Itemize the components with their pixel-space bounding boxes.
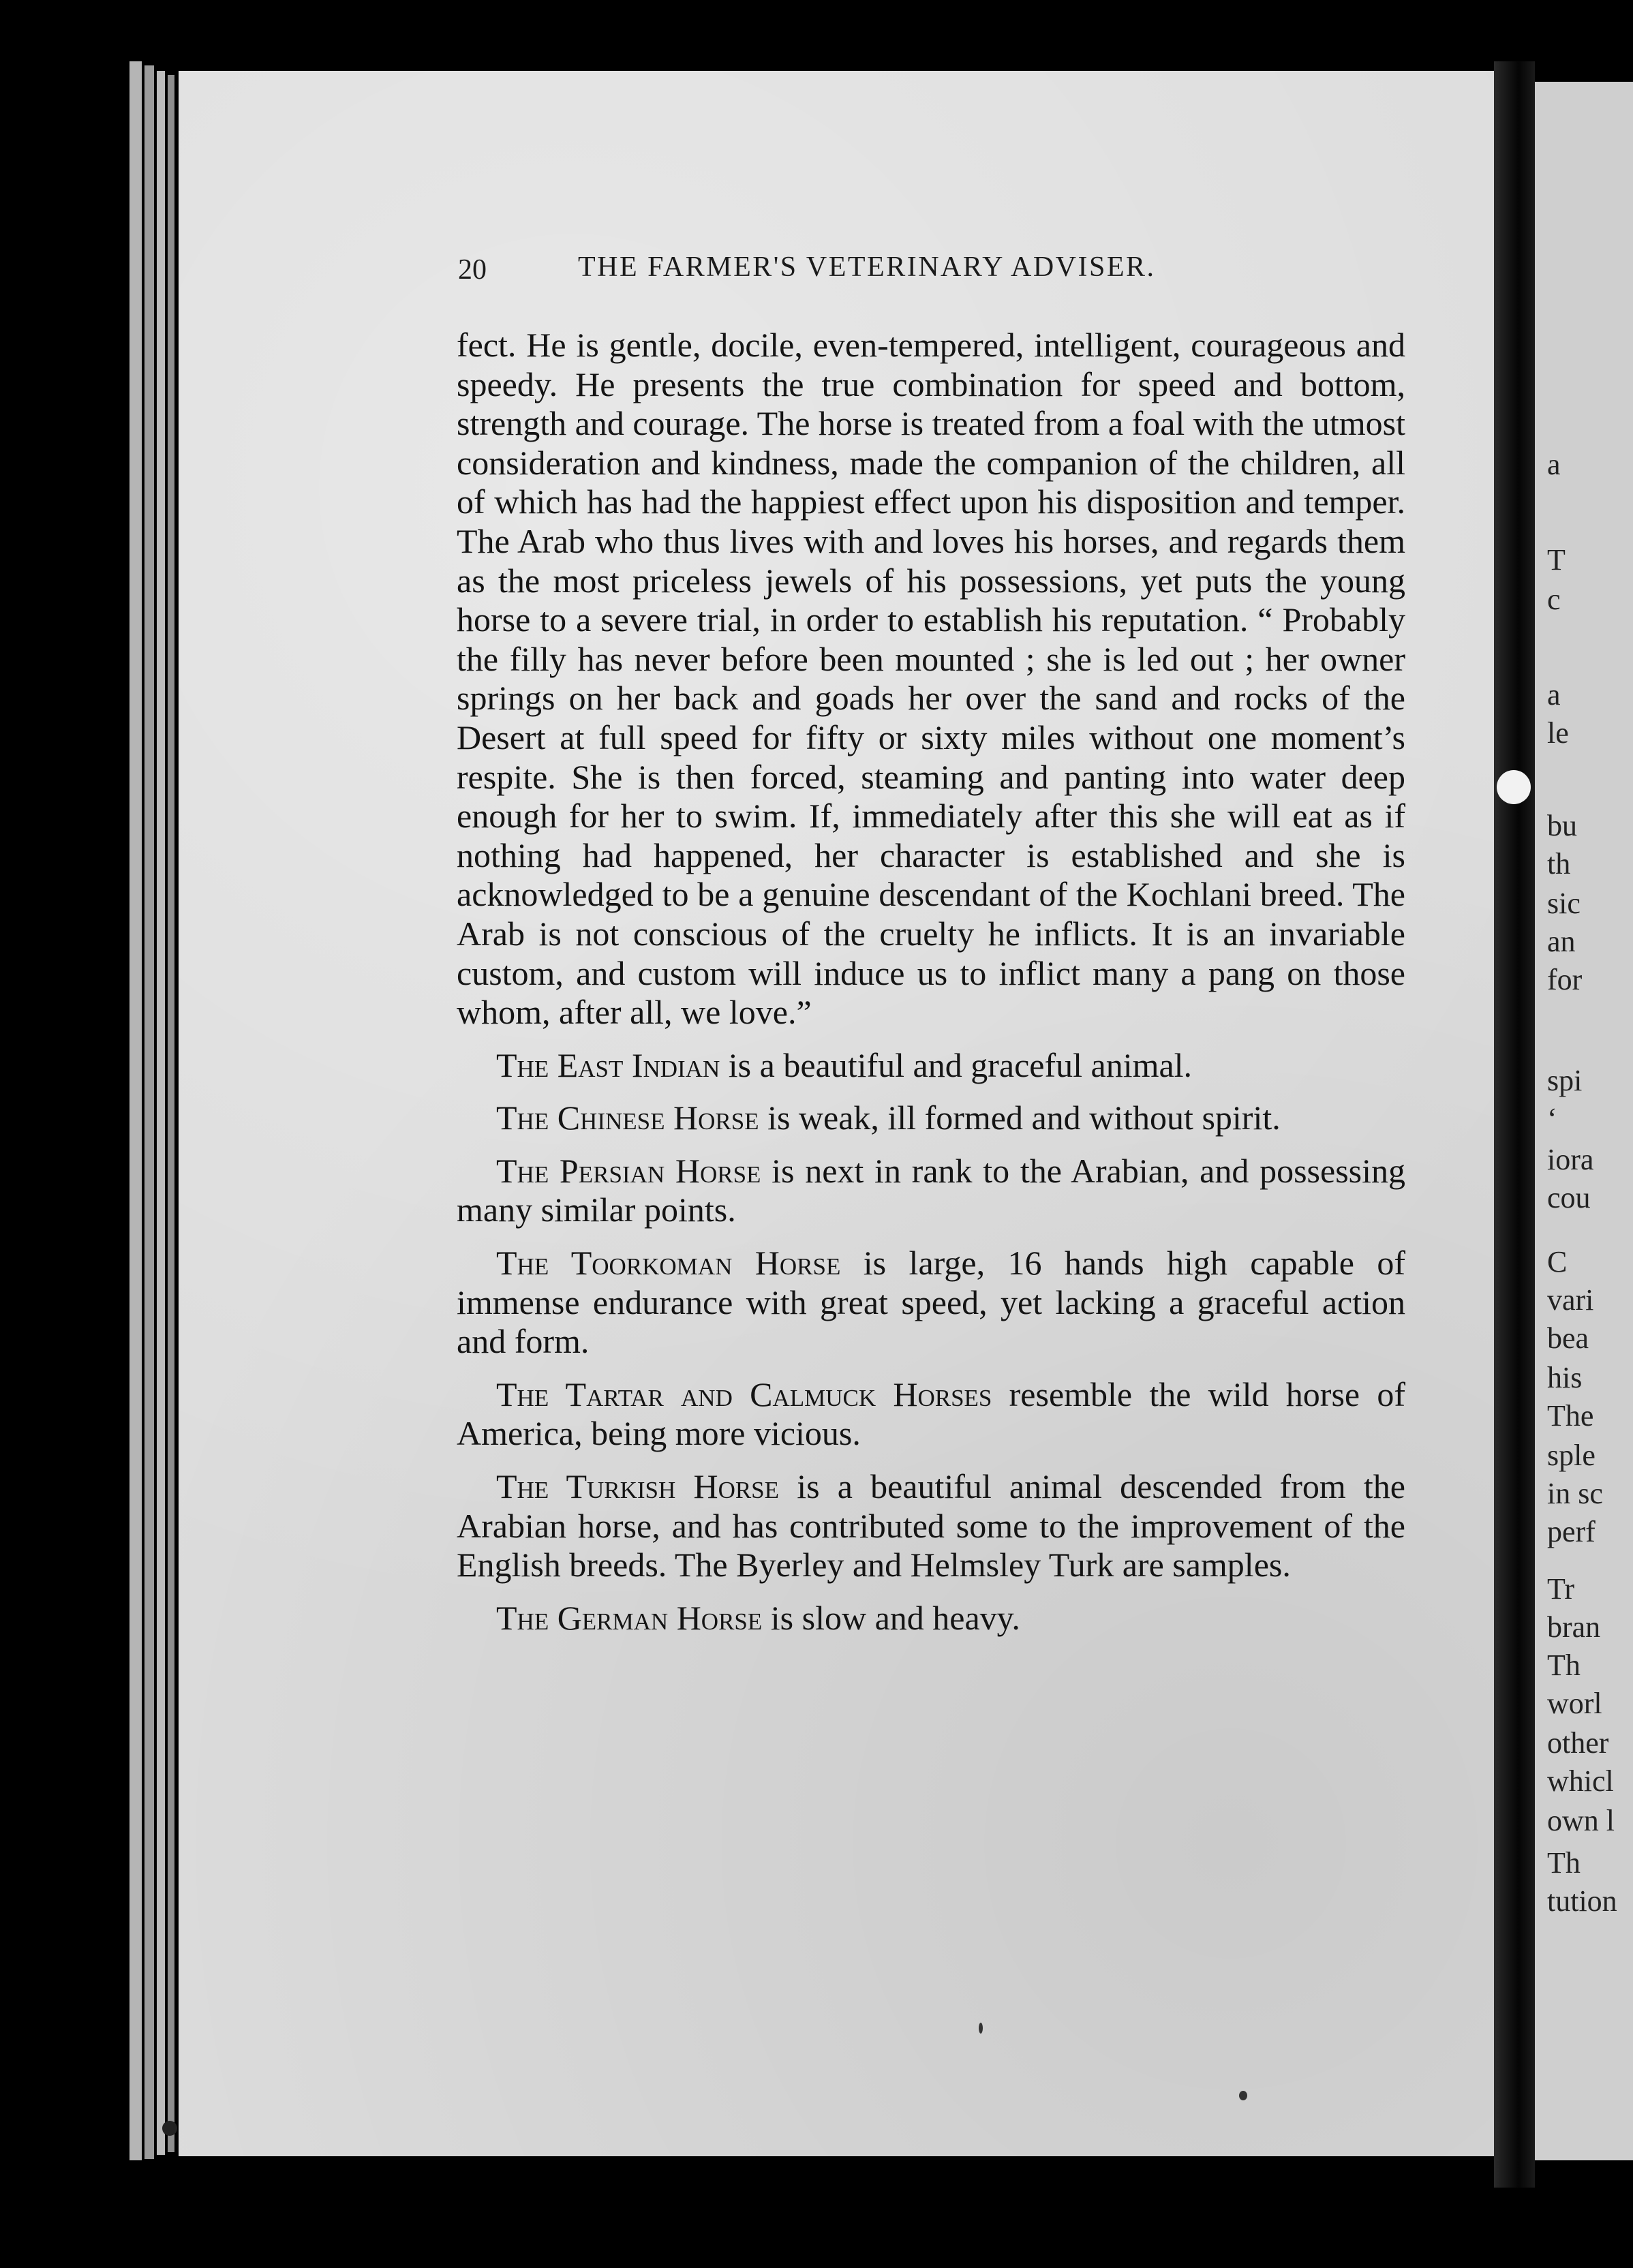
facing-fragment: Th [1547,1846,1581,1880]
scan-speck [1239,2091,1247,2100]
page-edge [157,71,165,2155]
facing-fragment: bran [1547,1610,1601,1644]
scan-speck [979,2023,983,2034]
breed-heading: The German Horse [496,1598,763,1637]
breed-entry [457,1467,1405,1585]
book-gutter [1494,61,1535,2188]
page-text [457,326,1405,1638]
scan-speck [162,2121,177,2136]
breed-entry [457,1152,1405,1230]
facing-fragment: vari [1547,1283,1594,1317]
facing-fragment: T [1547,543,1566,577]
breed-heading: The Chinese Horse [496,1099,759,1137]
facing-fragment: bea [1547,1321,1589,1355]
facing-fragment: C [1547,1245,1568,1278]
facing-fragment: Th [1547,1649,1581,1682]
breed-entry [457,1099,1405,1138]
breed-text: is weak, ill formed and without spirit. [759,1099,1281,1137]
breed-text: is slow and heavy. [762,1598,1020,1637]
breed-text: is a beautiful and graceful animal. [720,1045,1193,1084]
facing-fragment: bu [1547,809,1577,842]
facing-fragment: spi [1547,1064,1583,1097]
page-edge [144,65,154,2159]
breed-entry [457,1244,1405,1362]
breed-entry [457,1599,1405,1638]
breed-text: is next in rank to the Arabian, and possessing many similar points. [457,1151,1405,1229]
breed-heading: The Persian Horse [496,1151,761,1190]
facing-fragment: a [1547,448,1561,481]
running-head: THE FARMER'S VETERINARY ADVISER. [578,251,1156,283]
facing-fragment: perf [1547,1515,1596,1548]
facing-fragment: other [1547,1726,1609,1760]
breed-entry [457,1046,1405,1086]
breed-heading: The Turkish Horse [496,1467,780,1506]
breed-text: is large, 16 hands high capable of immense endurance with great speed, yet lacking a graceful action and form. [457,1244,1406,1361]
facing-fragment: in sc [1547,1477,1603,1510]
facing-fragment: ‘ [1547,1102,1557,1135]
breed-heading: The Tartar and Calmuck Horses [496,1375,992,1413]
facing-fragment: sple [1547,1439,1596,1472]
scan-speck [1497,770,1531,804]
page-number: 20 [458,254,487,286]
facing-fragment: worl [1547,1687,1602,1720]
facing-fragment: a [1547,678,1561,711]
breed-text: is a beautiful animal descended from the Arabian horse, and has contributed some to the improvement of the English breeds. The Byerley and Helmsley Turk are samples. [457,1467,1405,1584]
facing-fragment: iora [1547,1143,1594,1176]
breed-text: resemble the wild horse of America, being more vicious. [457,1375,1405,1453]
facing-fragment: for [1547,963,1583,996]
facing-fragment: Tr [1547,1572,1574,1606]
facing-fragment: le [1547,716,1569,750]
breed-heading: The Toorkoman Horse [496,1244,841,1283]
page-edge [129,61,142,2160]
facing-fragment: sic [1547,887,1581,920]
opening-paragraph: fect. He is gentle, docile, even-tempered, intelligent, courageous and speedy. He presents the true combination for speed and bottom, strength and courage. The horse is treated from a foal with the utmost consideration and kindness, made the companion of the children, all of which has had the happiest effect upon his disposition and temper. The Arab who thus lives with and loves his horses, and regards them as the most priceless jewels of his possessions, yet puts the young horse to a severe trial, in order to establish his reputation. “ Probably the filly has never before been mounted ; she is led out ; her owner springs on her back and goads her over the sand and rocks of the Desert at full speed for fifty or sixty miles without one moment’s respite. She is then forced, steaming and panting into water deep enough for her to swim. If, immediately after this she will eat as if nothing had happened, her character is established and she is acknowledged to be a genuine descendant of the Kochlani breed. The Arab is not conscious of the cruelty he inflicts. It is an invariable custom, and custom will induce us to inflict many a pang on those whom, after all, we love.” [457,326,1405,1032]
facing-fragment: whicl [1547,1764,1614,1798]
facing-fragment: tution [1547,1884,1617,1918]
facing-fragment: c [1547,583,1561,616]
breed-heading: The East Indian [496,1045,720,1084]
facing-fragment: his [1547,1361,1583,1394]
facing-fragment: own l [1547,1804,1615,1837]
breed-entry [457,1375,1405,1454]
facing-fragment: cou [1547,1181,1591,1214]
page-edge [168,75,174,2152]
facing-fragment: The [1547,1399,1594,1432]
facing-fragment: th [1547,847,1571,880]
facing-page [1535,82,1633,2160]
facing-fragment: an [1547,925,1576,958]
